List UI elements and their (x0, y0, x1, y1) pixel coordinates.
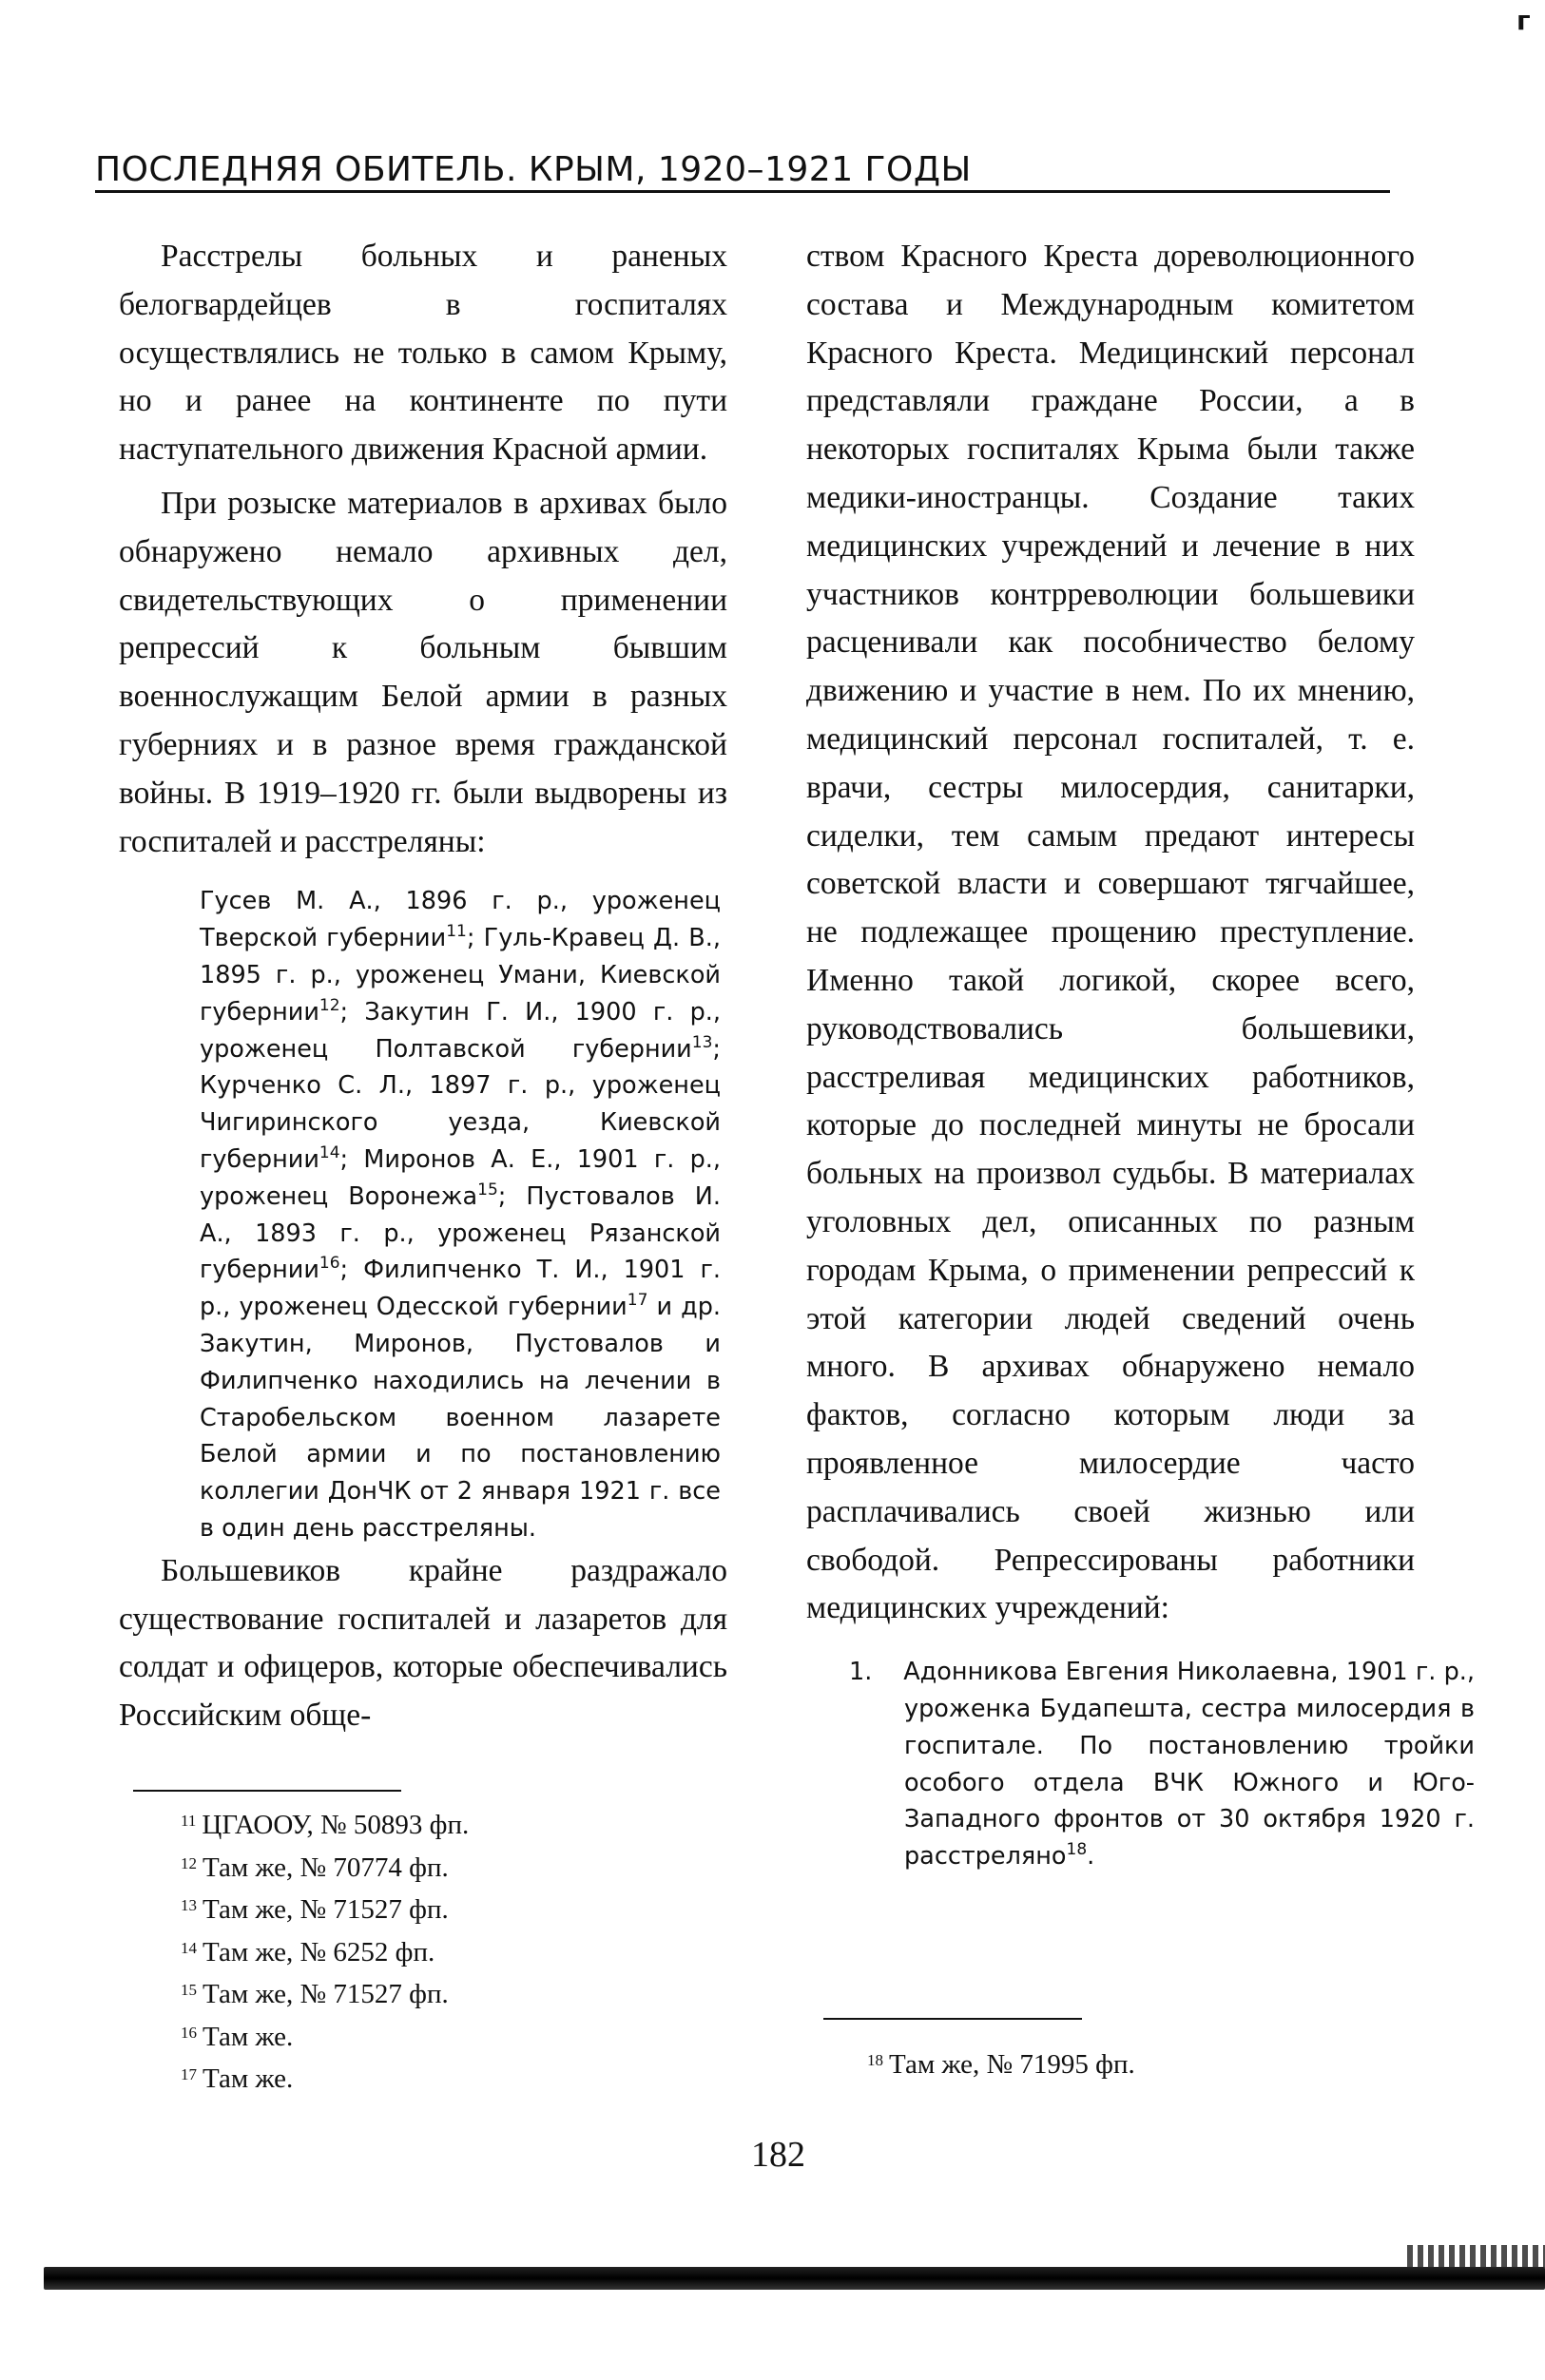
footnote (181, 2056, 675, 2099)
medical-staff-list-item (849, 1654, 1475, 1875)
footnote-ref: 15 (477, 1180, 498, 1200)
footnote-number: 17 (181, 2065, 197, 2083)
footnote-text: Там же. (203, 2021, 294, 2052)
footnote-text: Там же, № 6252 фп. (203, 1936, 435, 1967)
list-text: ; Миронов А. Е., 1901 г. р., уроженец Воронежа (200, 1144, 721, 1211)
right-paragraph-1: ством Красного Креста дореволюционного состава и Международным комитетом Красного Креста. Медицинский персонал представляли граждане России, а в некоторых госпиталях Крыма были также медики-иностранцы. Создание таких медицинских учреждений и лечение в них участников контрреволюции большевики расценивали как пособничество белому движению и участие в нем. По их мнению, медицинский персонал госпиталей, т. е. врачи, сестры милосердия, санитарки, сиделки, тем самым предают интересы советской власти и совершают тягчайшее, не подлежащее прощению преступление. Именно такой логикой, скорее всего, руководствовались большевики, расстреливая медицинских работников, которые до последней минуты не бросали больных на произвол судьбы. В материалах уголовных дел, описанных по разным городам Крыма, о применении репрессий к этой категории людей сведений очень много. В архивах обнаружено немало фактов, согласно которым люди за проявленное милосердие часто расплачивались своей жизнью или свободой. Репрессированы работники медицинских учреждений: (806, 239, 1415, 1626)
footnotes-right (867, 2042, 1362, 2084)
list-text-end: . (1087, 1842, 1095, 1871)
footnote-number: 13 (181, 1896, 197, 1914)
list-text: Адонникова Евгения Николаевна, 1901 г. р., уроженка Будапешта, сестра милосердия в госпитале. По постановлению тройки особого отдела ВЧК Южного и Юго-Западного фронтов от 30 октября 1920 г. расстреляно (903, 1658, 1475, 1871)
footnote-ref: 14 (319, 1142, 340, 1162)
executed-list (200, 883, 721, 1546)
footnote (181, 1887, 675, 1929)
footnote-ref: 11 (446, 922, 467, 942)
list-text: ; Пустовалов И. А., 1893 г. р., уроженец Рязанской губернии (200, 1181, 721, 1285)
page-number: 182 (751, 2135, 805, 2175)
footnote-ref: 16 (319, 1254, 340, 1274)
list-number: 1. (849, 1658, 873, 1687)
footnote (181, 1929, 675, 1972)
footnote-number: 14 (181, 1938, 197, 1957)
footnote-ref: 12 (319, 995, 340, 1015)
footnote-text: ЦГАООУ, № 50893 фп. (202, 1810, 470, 1840)
footnote (181, 2014, 675, 2057)
list-text: ; Курченко С. Л., 1897 г. р., уроженец Чигиринского уезда, Киевской губернии (200, 1034, 721, 1174)
running-header: ПОСЛЕДНЯЯ ОБИТЕЛЬ. КРЫМ, 1920–1921 ГОДЫ (95, 150, 972, 189)
footnotes-left (181, 1802, 675, 2099)
scan-artifact (1407, 2245, 1545, 2268)
footnote-number: 18 (867, 2051, 883, 2069)
footnote-number: 12 (181, 1853, 197, 1872)
left-paragraph-2: При розыске материалов в архивах было обнаружено немало архивных дел, свидетельствующих о применении репрессий к больным бывшим военнослужащим Белой армии в разных губерниях и в разное время гражданской войны. В 1919–1920 гг. были выдворены из госпиталей и расстреляны: (119, 485, 727, 859)
footnote-text: Там же, № 71527 фп. (203, 1979, 449, 2009)
left-paragraph-3: Большевиков крайне раздражало существование госпиталей и лазаретов для солдат и офицеров, которые обеспечивались Российским обще- (119, 1552, 727, 1734)
corner-mark: г (1516, 5, 1531, 36)
list-text: и др. Закутин, Миронов, Пустовалов и Филипченко находились на лечении в Старобельском военном лазарете Белой армии и по постановлению коллегии ДонЧК от 2 января 1921 г. все в один день расстреляны. (200, 1293, 721, 1543)
scan-edge-bar (44, 2267, 1545, 2290)
footnote-rule-left (133, 1790, 401, 1792)
left-column (119, 233, 727, 1740)
list-text: Гусев М. А., 1896 г. р., уроженец Тверской губернии (200, 887, 721, 953)
footnote-number: 16 (181, 2023, 197, 2042)
footnote-rule-right (823, 2018, 1082, 2020)
footnote (181, 1971, 675, 2014)
footnote-text: Там же, № 71527 фп. (203, 1894, 449, 1925)
footnote-text: Там же, № 70774 фп. (203, 1852, 449, 1883)
right-column (806, 233, 1475, 1875)
footnote (867, 2042, 1362, 2084)
footnote-text: Там же, № 71995 фп. (889, 2049, 1135, 2080)
list-text: ; Закутин Г. И., 1900 г. р., уроженец Полтавской губернии (200, 997, 721, 1064)
left-paragraph-1: Расстрелы больных и раненых белогвардейцев в госпиталях осуществлялись не только в самом Крыму, но и ранее на континенте по пути наступательного движения Красной армии. (119, 239, 727, 468)
footnote-ref: 18 (1066, 1840, 1088, 1860)
footnote-text: Там же. (203, 2063, 294, 2094)
list-text: ; Гуль-Кравец Д. В., 1895 г. р., уроженец Умани, Киевской губернии (200, 924, 721, 1027)
footnote (181, 1845, 675, 1888)
footnote-ref: 17 (627, 1291, 648, 1311)
header-rule (95, 190, 1390, 193)
footnote-number: 11 (181, 1812, 197, 1830)
footnote-number: 15 (181, 1981, 197, 1999)
footnote (181, 1802, 675, 1845)
footnote-ref: 13 (691, 1032, 713, 1052)
list-text: ; Филипченко Т. И., 1901 г. р., уроженец Одесской губернии (200, 1256, 721, 1322)
